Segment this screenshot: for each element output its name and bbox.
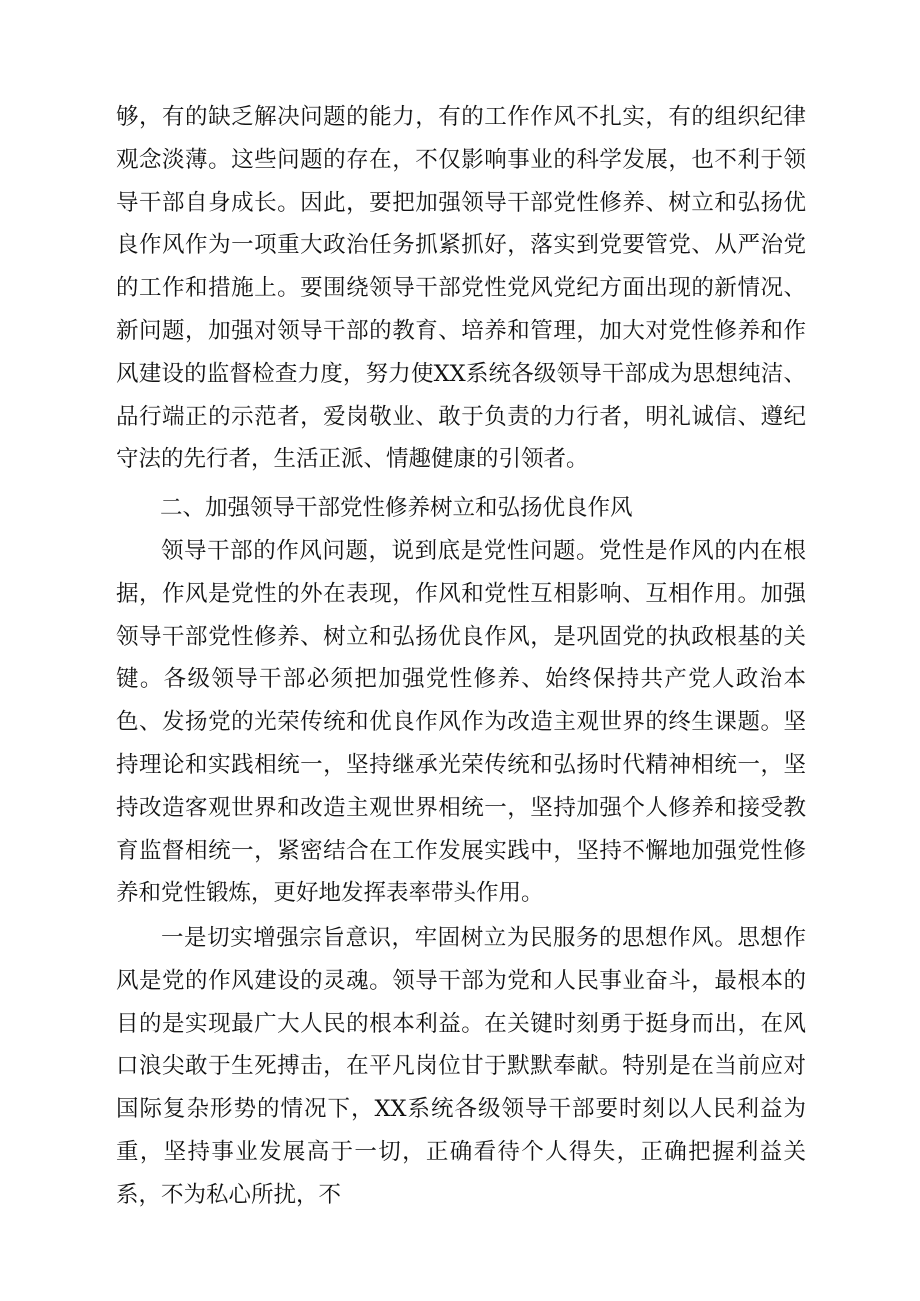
section-heading: 二、加强领导干部党性修养树立和弘扬优良作风 [160,495,633,521]
paragraph-continued: 够，有的缺乏解决问题的能力，有的工作作风不扎实，有的组织纪律观念淡薄。这些问题的存在，不仅影响事业的科学发展，也不利于领导干部自身成长。因此，要把加强领导干部党性修养、树立和弘扬优良作风作为一项重大政治任务抓紧抓好，落实到党要管党、从严治党的工作和措施上。要围绕领导干部党性党风党纪方面出现的新情况、新问题，加强对领导干部的教育、培养和管理，加大对党性修养和作风建设的监督检查力度，努力使XX系统各级领导干部成为思想纯洁、品行端正的示范者，爱岗敬业、敢于负责的力行者，明礼诚信、遵纪守法的先行者，生活正派、情趣健康的引领者。 [116,104,806,473]
paragraph-first-point: 一是切实增强宗旨意识，牢固树立为民服务的思想作风。思想作风是党的作风建设的灵魂。领导干部为党和人民事业奋斗，最根本的目的是实现最广大人民的根本利益。在关键时刻勇于挺身而出，在风口浪尖敢于生死搏击，在平凡岗位甘于默默奉献。特别是在当前应对国际复杂形势的情况下，XX系统各级领导干部要时刻以人民利益为重，坚持事业发展高于一切，正确看待个人得失，正确把握利益关系，不为私心所扰，不 [116,925,806,1208]
paragraph-party-spirit: 领导干部的作风问题，说到底是党性问题。党性是作风的内在根据，作风是党性的外在表现，作风和党性互相影响、互相作用。加强领导干部党性修养、树立和弘扬优良作风，是巩固党的执政根基的关键。各级领导干部必须把加强党性修养、始终保持共产党人政治本色、发扬党的光荣传统和优良作风作为改造主观世界的终生课题。坚持理论和实践相统一，坚持继承光荣传统和弘扬时代精神相统一，坚持改造客观世界和改造主观世界相统一，坚持加强个人修养和接受教育监督相统一，紧密结合在工作发展实践中，坚持不懈地加强党性修养和党性锻炼，更好地发挥表率带头作用。 [116,538,806,907]
